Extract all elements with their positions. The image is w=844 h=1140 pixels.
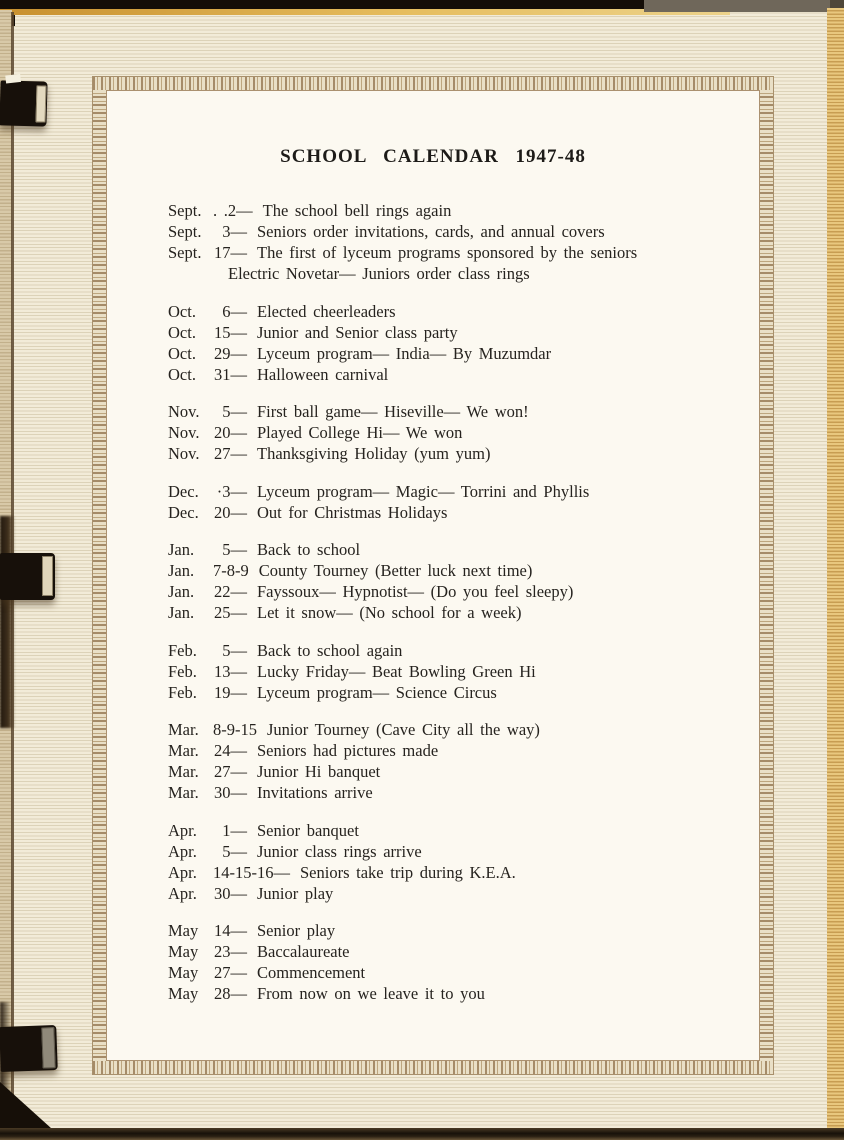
event-text: Baccalaureate: [257, 942, 350, 961]
calendar-row: [168, 761, 759, 782]
day-label: 6—: [222, 301, 247, 321]
month-label: May: [168, 963, 199, 982]
month-label: Sept.: [168, 201, 202, 220]
event-text: Lucky Friday— Beat Bowling Green Hi: [257, 661, 536, 681]
day-label: 23—: [214, 942, 247, 961]
calendar-row: [168, 200, 759, 221]
calendar-row: [168, 941, 759, 962]
calendar-row: [168, 682, 759, 703]
calendar-row: [168, 920, 759, 941]
event-text: Let it snow— (No school for a week): [257, 603, 522, 622]
event-text: Seniors had pictures made: [257, 741, 439, 760]
event-text: Seniors order invitations, cards, and annual covers: [257, 222, 605, 241]
calendar-group: [168, 539, 759, 623]
day-label: 20—: [214, 423, 247, 442]
month-label: May: [168, 921, 199, 940]
event-text: Lyceum program— Science Circus: [257, 682, 497, 702]
event-text: Seniors take trip during K.E.A.: [300, 862, 516, 882]
event-text: Invitations arrive: [257, 783, 373, 802]
calendar-row: [168, 301, 759, 322]
month-label: Apr.: [168, 883, 197, 903]
event-text: Played College Hi— We won: [257, 423, 463, 442]
calendar: [168, 200, 759, 1004]
calendar-group: [168, 301, 759, 385]
calendar-row: [168, 661, 759, 682]
calendar-group: [168, 719, 759, 803]
calendar-group: [168, 481, 759, 523]
decorative-border-frame: [92, 76, 774, 1075]
day-label: 27—: [214, 762, 247, 781]
book-top-gilt-edge: [0, 9, 730, 15]
month-label: May: [168, 942, 199, 961]
month-label: Apr.: [168, 820, 197, 840]
month-label: Nov.: [168, 444, 200, 463]
event-text: Junior Tourney (Cave City all the way): [267, 720, 540, 739]
day-label: 5—: [222, 402, 247, 421]
calendar-row: [168, 322, 759, 343]
calendar-row: [168, 962, 759, 983]
day-label: 5—: [222, 841, 247, 861]
event-text: Junior play: [257, 883, 334, 903]
binder-clip-bottom: [0, 1025, 58, 1072]
calendar-row: [168, 581, 759, 602]
month-label: Mar.: [168, 783, 199, 802]
event-text: The first of lyceum programs sponsored by the seniors: [257, 243, 638, 262]
calendar-row: [168, 602, 759, 623]
month-label: Jan.: [168, 540, 195, 559]
month-label: Mar.: [168, 741, 199, 760]
day-label: . .2—: [213, 201, 253, 220]
day-label: 5—: [222, 540, 247, 559]
event-text: Junior Hi banquet: [257, 762, 381, 781]
month-label: Sept.: [168, 243, 202, 262]
binder-clip-top: [0, 80, 48, 126]
day-label: 14-15-16—: [213, 862, 290, 882]
event-text: From now on we leave it to you: [257, 984, 485, 1003]
calendar-row: [168, 481, 759, 502]
month-label: Dec.: [168, 502, 199, 522]
month-label: Mar.: [168, 720, 199, 739]
day-label: 22—: [214, 582, 247, 601]
month-label: Feb.: [168, 640, 197, 660]
event-text: County Tourney (Better luck next time): [258, 561, 533, 580]
day-label: 7-8-9: [213, 561, 249, 580]
day-label: 27—: [214, 963, 247, 982]
month-label: Jan.: [168, 561, 195, 580]
calendar-row: [168, 841, 759, 862]
day-label: 19—: [214, 682, 247, 702]
book-bottom-edge: [0, 1128, 844, 1140]
event-text: Back to school again: [257, 640, 403, 660]
month-label: Mar.: [168, 762, 199, 781]
month-label: May: [168, 984, 199, 1003]
day-label: 14—: [214, 921, 247, 940]
month-label: Apr.: [168, 862, 197, 882]
book-top-right-edge: [644, 0, 844, 12]
day-label: 15—: [214, 322, 247, 342]
calendar-row: [168, 820, 759, 841]
book-top-edge: [0, 0, 706, 9]
calendar-row: [168, 640, 759, 661]
event-text: Halloween carnival: [257, 364, 389, 384]
calendar-row: [168, 983, 759, 1004]
month-label: Feb.: [168, 661, 197, 681]
event-text: Lyceum program— India— By Muzumdar: [257, 343, 552, 363]
day-label: 5—: [222, 640, 247, 660]
day-label: 28—: [214, 984, 247, 1003]
calendar-row: [168, 782, 759, 803]
calendar-group: [168, 640, 759, 703]
month-label: Jan.: [168, 582, 195, 601]
month-label: Feb.: [168, 682, 197, 702]
event-text: Elected cheerleaders: [257, 301, 396, 321]
printed-page: [106, 90, 760, 1061]
month-label: Sept.: [168, 222, 202, 241]
event-text: Junior and Senior class party: [257, 322, 458, 342]
calendar-row: [168, 221, 759, 242]
event-text: Electric Novetar— Juniors order class rings: [228, 264, 530, 283]
day-label: 17—: [214, 243, 247, 262]
month-label: Oct.: [168, 343, 196, 363]
month-label: Jan.: [168, 603, 195, 622]
event-text: Fayssoux— Hypnotist— (Do you feel sleepy): [257, 582, 574, 601]
day-label: 24—: [214, 741, 247, 760]
calendar-row: [168, 422, 759, 443]
day-label: 31—: [214, 364, 247, 384]
calendar-row: [168, 343, 759, 364]
day-label: 8-9-15: [213, 720, 257, 739]
event-text: The school bell rings again: [262, 201, 452, 220]
calendar-row: [168, 502, 759, 523]
calendar-row: [168, 443, 759, 464]
calendar-row: [168, 883, 759, 904]
calendar-row: [168, 862, 759, 883]
month-label: Dec.: [168, 481, 199, 501]
calendar-row: [168, 242, 759, 263]
event-text: First ball game— Hiseville— We won!: [257, 402, 529, 421]
day-label: 3—: [222, 222, 247, 241]
day-label: 27—: [214, 444, 247, 463]
page-title: SCHOOL CALENDAR 1947-48: [280, 146, 586, 167]
calendar-group: [168, 401, 759, 464]
calendar-row: [168, 719, 759, 740]
day-label: 13—: [214, 661, 247, 681]
event-text: Commencement: [257, 963, 366, 982]
day-label: 29—: [214, 343, 247, 363]
calendar-continuation-row: [168, 263, 759, 284]
event-text: Senior banquet: [257, 820, 359, 840]
calendar-group: [168, 920, 759, 1004]
month-label: Nov.: [168, 402, 200, 421]
day-label: 1—: [222, 820, 247, 840]
event-text: Senior play: [257, 921, 336, 940]
month-label: Oct.: [168, 322, 196, 342]
month-label: Nov.: [168, 423, 200, 442]
gutter-shadow-middle: [0, 516, 15, 728]
calendar-row: [168, 401, 759, 422]
binder-clip-middle: [0, 553, 55, 600]
day-label: 20—: [214, 502, 247, 522]
event-text: Thanksgiving Holiday (yum yum): [257, 444, 491, 463]
month-label: Oct.: [168, 301, 196, 321]
day-label: 30—: [214, 883, 247, 903]
calendar-group: [168, 820, 759, 904]
calendar-row: [168, 740, 759, 761]
event-text: Back to school: [257, 540, 361, 559]
calendar-group: [168, 200, 759, 284]
calendar-row: [168, 539, 759, 560]
event-text: Junior class rings arrive: [257, 841, 422, 861]
day-label: 30—: [214, 783, 247, 802]
day-label: ·3—: [216, 481, 247, 501]
calendar-row: [168, 560, 759, 581]
month-label: Oct.: [168, 364, 196, 384]
page-stack-gilt-edge: [827, 8, 844, 1132]
month-label: Apr.: [168, 841, 197, 861]
event-text: Lyceum program— Magic— Torrini and Phyllis: [257, 481, 590, 501]
calendar-row: [168, 364, 759, 385]
event-text: Out for Christmas Holidays: [257, 502, 448, 522]
day-label: 25—: [214, 603, 247, 622]
